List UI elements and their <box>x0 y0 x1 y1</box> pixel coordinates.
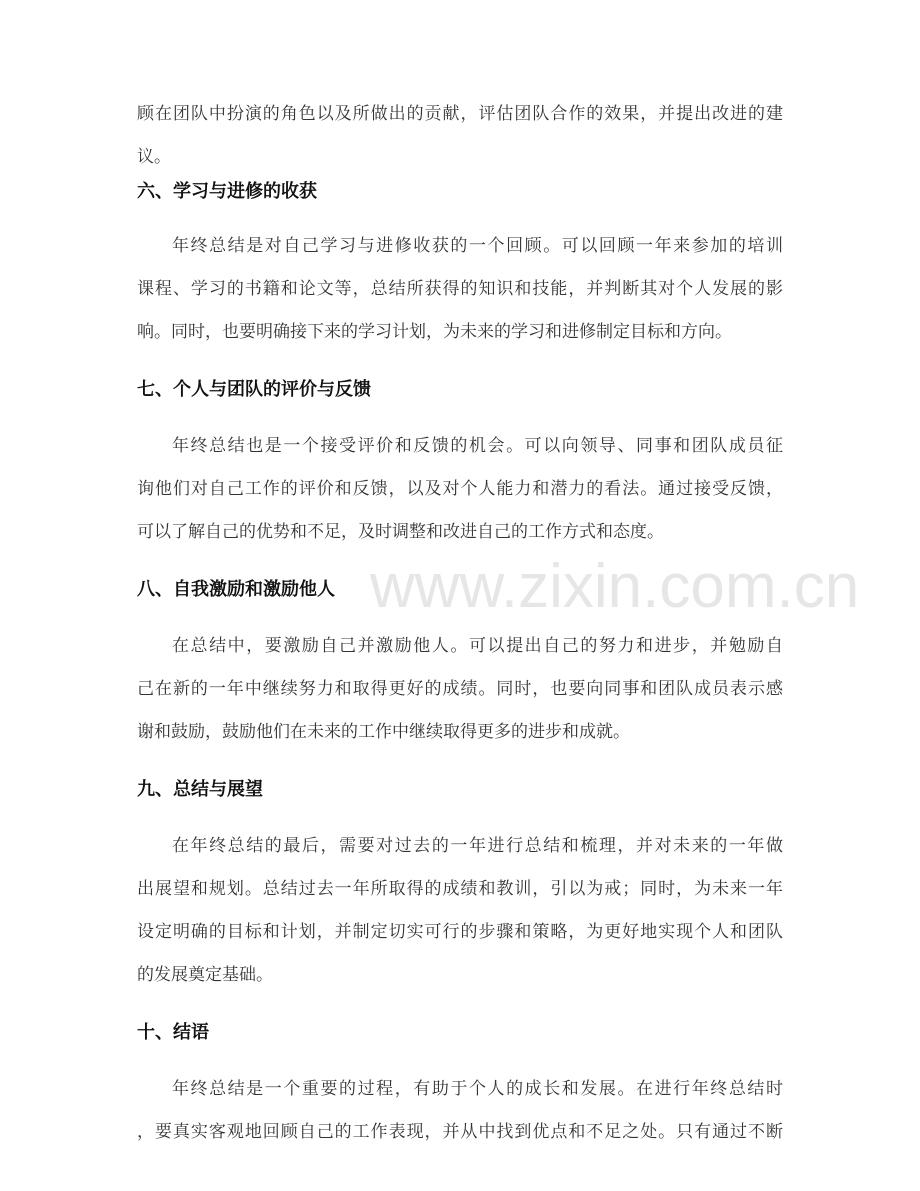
paragraph-line: 询他们对自己工作的评价和反馈，以及对个人能力和潜力的看法。通过接受反馈， <box>137 479 783 499</box>
section-heading: 七、个人与团队的评价与反馈 <box>137 379 371 400</box>
section-heading: 九、总结与展望 <box>137 779 263 800</box>
section-heading: 八、自我激励和激励他人 <box>137 579 335 600</box>
watermark: www.zixin.com.cn <box>370 552 860 621</box>
paragraph-line: 谢和鼓励，鼓励他们在未来的工作中继续取得更多的进步和成就。 <box>137 722 630 742</box>
paragraph-line: 顾在团队中扮演的角色以及所做出的贡献，评估团队合作的效果，并提出改进的建 <box>137 104 783 124</box>
paragraph-line: 在年终总结的最后，需要对过去的一年进行总结和梳理，并对未来的一年做 <box>172 836 783 856</box>
paragraph-line: 议。 <box>137 147 171 167</box>
paragraph-line: 出展望和规划。总结过去一年所取得的成绩和教训，引以为戒；同时，为未来一年 <box>137 879 783 899</box>
paragraph-line: 年终总结是一个重要的过程，有助于个人的成长和发展。在进行年终总结时 <box>172 1079 783 1099</box>
paragraph-line: ，要真实客观地回顾自己的工作表现，并从中找到优点和不足之处。只有通过不断 <box>137 1122 783 1142</box>
paragraph-line: 在总结中，要激励自己并激励他人。可以提出自己的努力和进步，并勉励自 <box>172 636 783 656</box>
paragraph-line: 的发展奠定基础。 <box>137 965 273 985</box>
paragraph-line: 可以了解自己的优势和不足，及时调整和改进自己的工作方式和态度。 <box>137 522 664 542</box>
paragraph-line: 年终总结也是一个接受评价和反馈的机会。可以向领导、同事和团队成员征 <box>172 436 783 456</box>
paragraph-line: 响。同时，也要明确接下来的学习计划，为未来的学习和进修制定目标和方向。 <box>137 322 732 342</box>
paragraph-line: 设定明确的目标和计划，并制定切实可行的步骤和策略，为更好地实现个人和团队 <box>137 922 783 942</box>
paragraph-line: 课程、学习的书籍和论文等，总结所获得的知识和技能，并判断其对个人发展的影 <box>137 279 783 299</box>
paragraph-line: 己在新的一年中继续努力和取得更好的成绩。同时，也要向同事和团队成员表示感 <box>137 679 783 699</box>
section-heading: 十、结语 <box>137 1022 209 1043</box>
section-heading: 六、学习与进修的收获 <box>137 181 317 202</box>
paragraph-line: 年终总结是对自己学习与进修收获的一个回顾。可以回顾一年来参加的培训 <box>172 236 783 256</box>
